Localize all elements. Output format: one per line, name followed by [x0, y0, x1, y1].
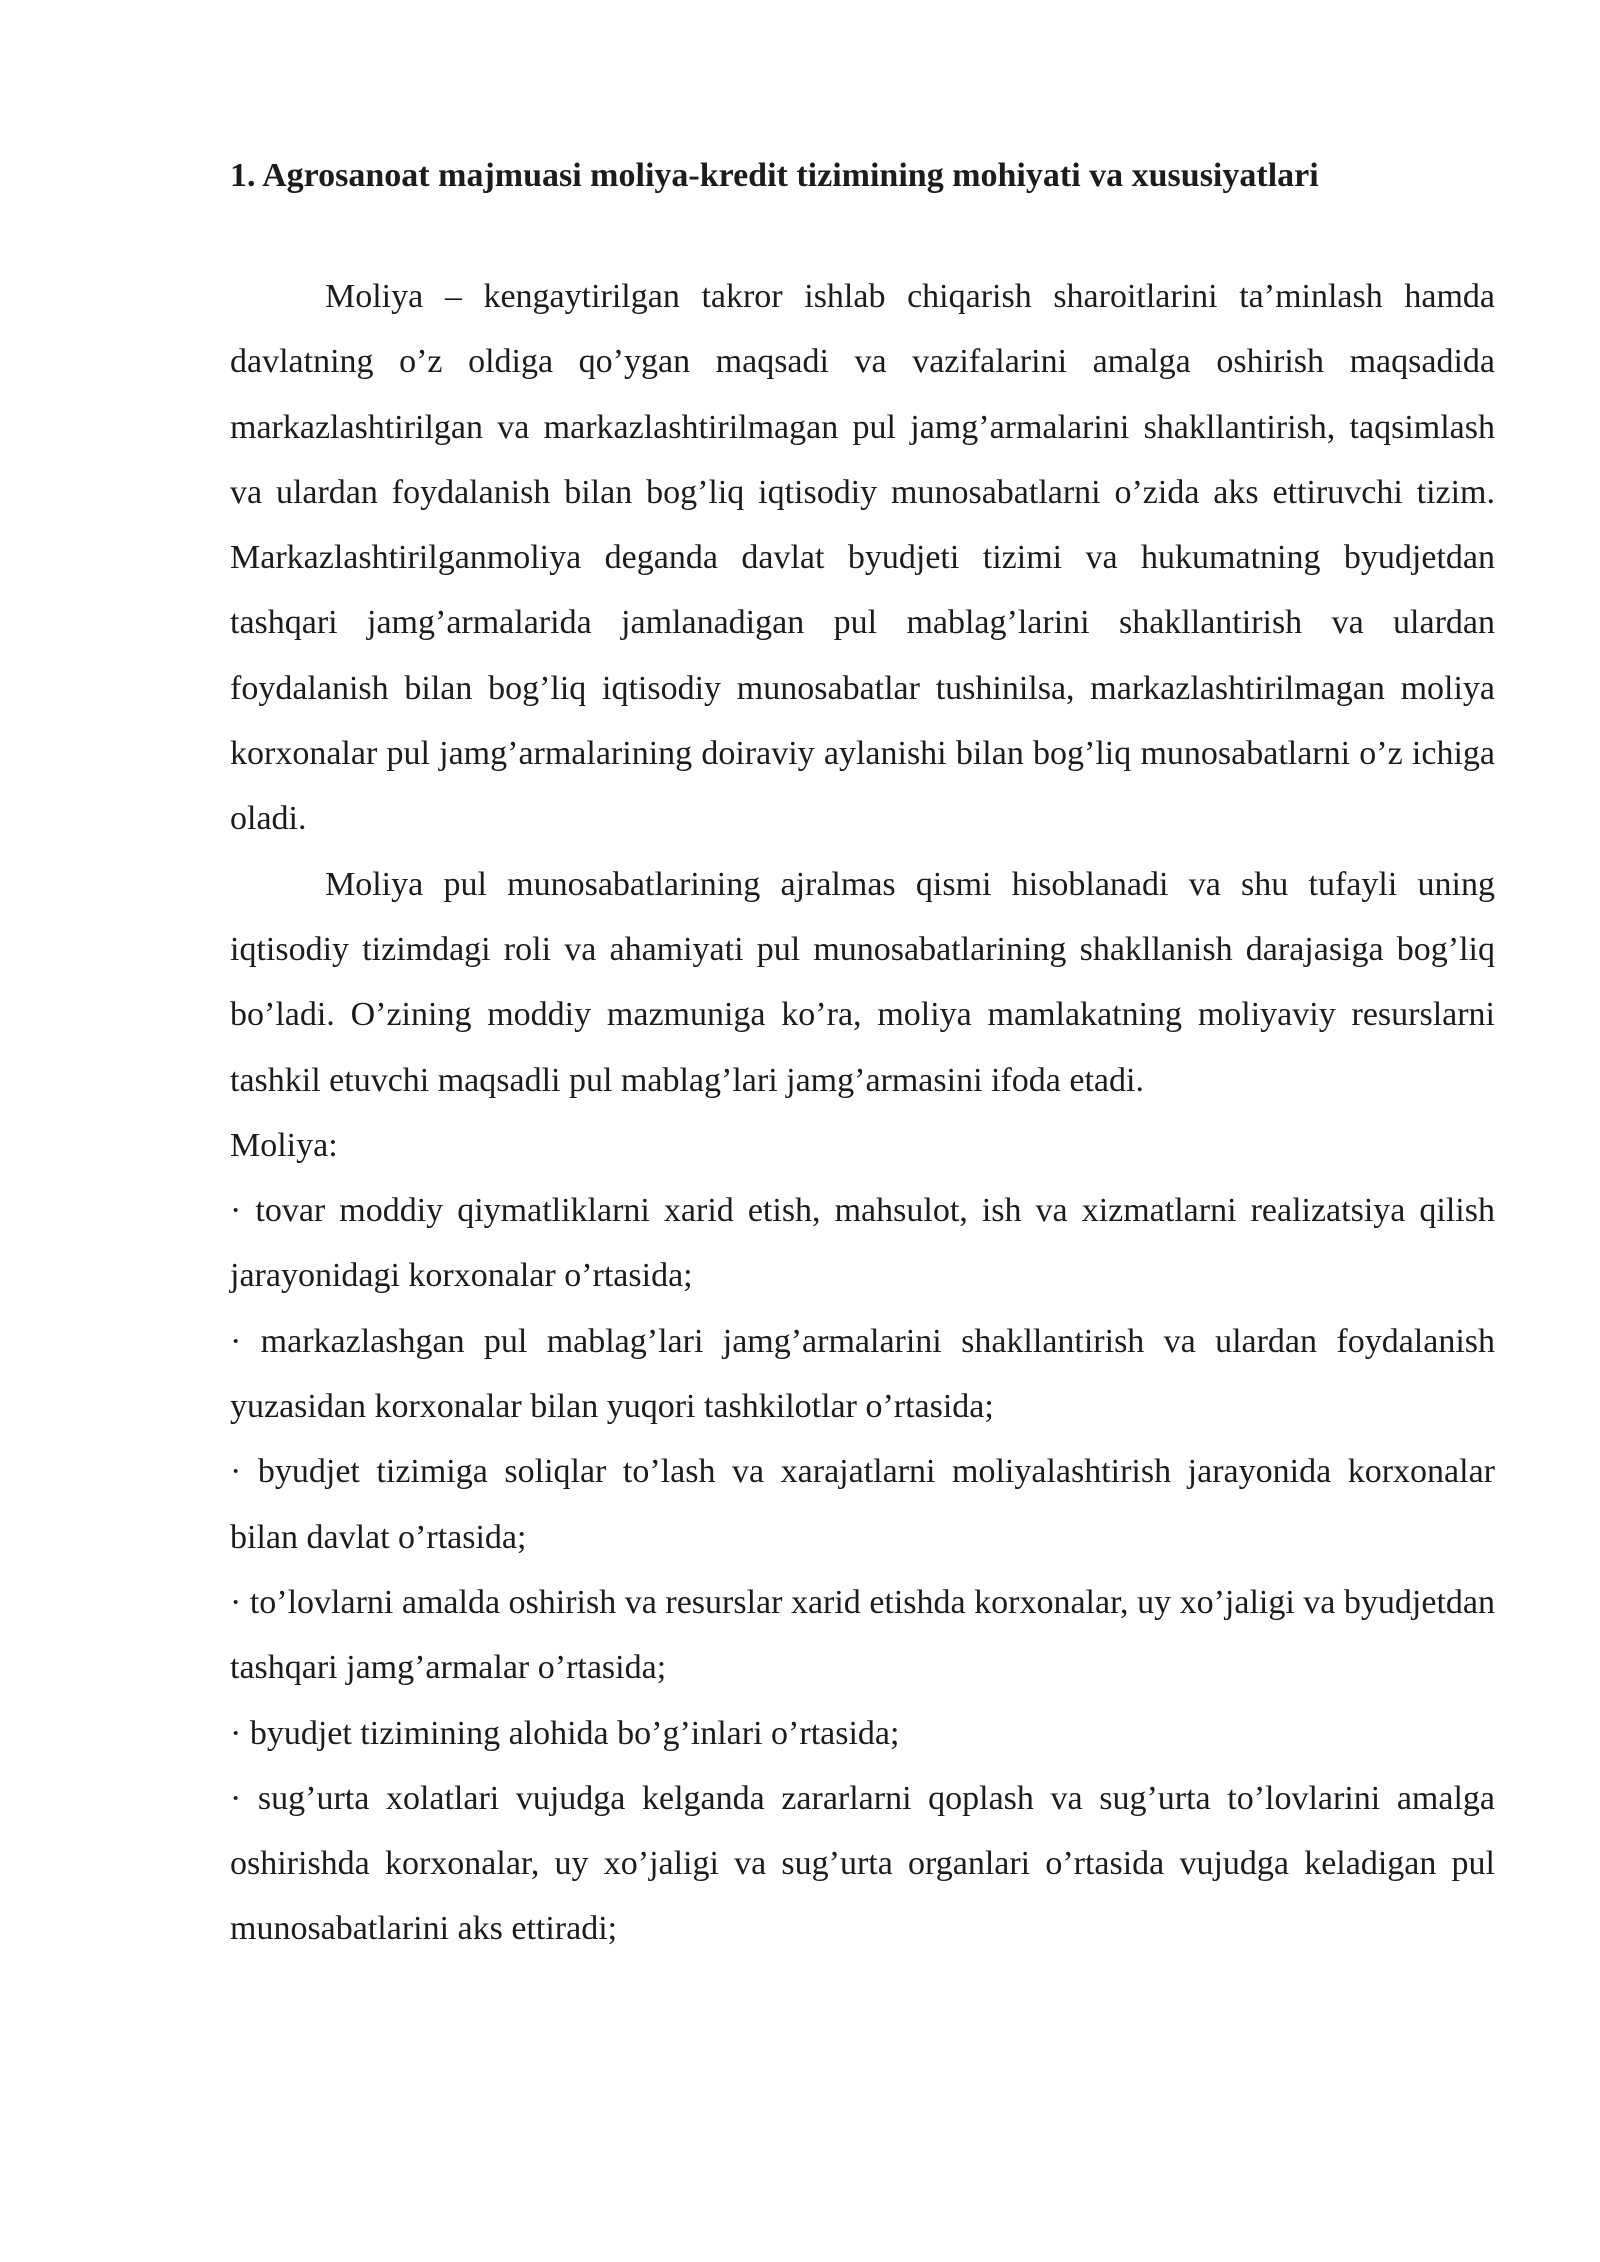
list-item: · tovar moddiy qiymatliklarni xarid etish, mahsulot, ish va xizmatlarni realizatsiya qilish jarayonidagi korxonalar o’rtasida;	[230, 1192, 1495, 1295]
list-item: · byudjet tizimiga soliqlar to’lash va xarajatlarni moliyalashtirish jarayonida korxonalar bilan davlat o’rtasida;	[230, 1453, 1495, 1556]
list-item: · markazlashgan pul mablag’lari jamg’armalarini shakllantirish va ulardan foydalanish yuzasidan korxonalar bilan yuqori tashkilotlar o’rtasida;	[230, 1322, 1495, 1426]
list-item: · sug’urta xolatlari vujudga kelganda zararlarni qoplash va sug’urta to’lovlarini amalga oshirishda korxonalar, uy xo’jaligi va sug’urta organlari o’rtasida vujudga keladigan pul munosabatlarini aks ettiradi;	[230, 1779, 1495, 1948]
section-heading: 1. Agrosanoat majmuasi moliya-kredit tizimining mohiyati va xususiyatlari	[230, 157, 1319, 194]
bullet-list	[230, 1178, 1495, 1962]
paragraph-definition: Moliya – kengaytirilgan takror ishlab chiqarish sharoitlarini ta’minlash hamda davlatning o’z oldiga qo’ygan maqsadi va vazifalarini amalga oshirish maqsadida markazlashtirilgan va markazlashtirilmagan pul jamg’armalarini shakllantirish, taqsimlash va ulardan foydalanish bilan bog’liq iqtisodiy munosabatlarni o’zida aks ettiruvchi tizim. Markazlashtirilganmoliya deganda davlat byudjeti tizimi va hukumatning byudjetdan tashqari jamg’armalarida jamlanadigan pul mablag’larini shakllantirish va ulardan foydalanish bilan bog’liq iqtisodiy munosabatlar tushinilsa, markazlashtirilmagan moliya korxonalar pul jamg’armalarining doiraviy aylanishi bilan bog’liq munosabatlarni o’z ichiga oladi.	[230, 278, 1495, 838]
list-item: · to’lovlarni amalda oshirish va resurslar xarid etishda korxonalar, uy xo’jaligi va byudjetdan tashqari jamg’armalar o’rtasida;	[230, 1583, 1495, 1687]
list-item: · byudjet tizimining alohida bo’g’inlari o’rtasida;	[230, 1714, 900, 1752]
list-label: Moliya:	[230, 1126, 338, 1164]
paragraph-role: Moliya pul munosabatlarining ajralmas qismi hisoblanadi va shu tufayli uning iqtisodiy tizimdagi roli va ahamiyati pul munosabatlarining shakllanish darajasiga bog’liq bo’ladi. O’zining moddiy mazmuniga ko’ra, moliya mamlakatning moliyaviy resurslarni tashkil etuvchi maqsadli pul mablag’lari jamg’armasini ifoda etadi.	[230, 865, 1495, 1099]
document-body	[230, 150, 1495, 1962]
